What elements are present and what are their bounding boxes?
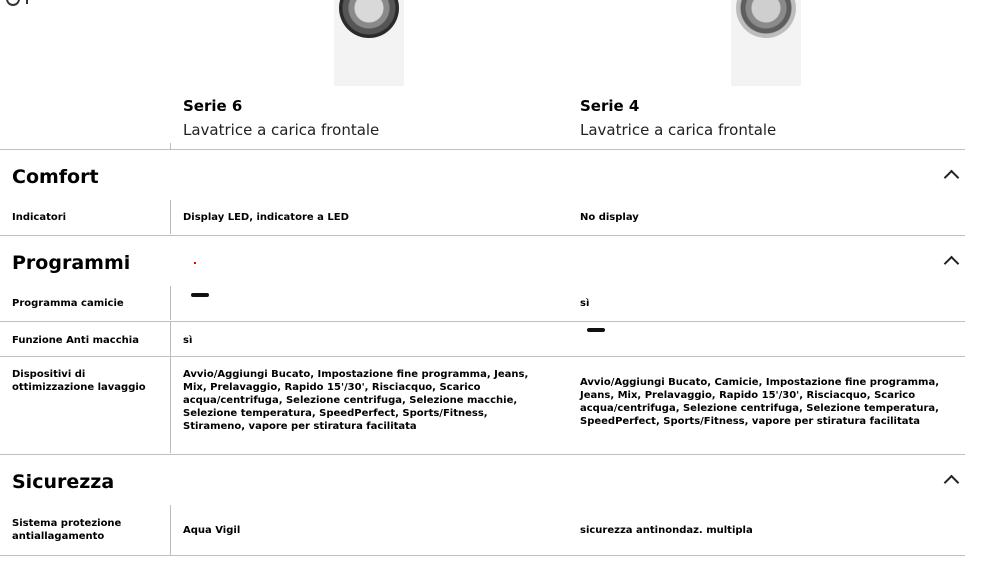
chevron-up-icon[interactable]	[944, 170, 960, 186]
cell-value: Avvio/Aggiungi Bucato, Impostazione fine programma, Jeans, Mix, Prelavaggio, Rapido 15'/30', Risciacquo, Scarico acqua/centrifuga, Selezione centrifuga, Selezione macchie, Selezione temperatura, SpeedPerfect, Sports/Fitness, Stirameno, vapore per stiratura facilitata	[183, 369, 529, 432]
product-series-1[interactable]: Serie 6	[183, 97, 243, 115]
section-title-programmi[interactable]: Programmi	[12, 252, 131, 274]
row-label-sistema-protezione: Sistema protezione antiallagamento	[12, 518, 122, 542]
cell-value: Avvio/Aggiungi Bucato, Camicie, Impostazione fine programma, Jeans, Mix, Prelavaggio, Rapido 15'/30', Risciacquo, Scarico acqua/centrifuga, Selezione centrifuga, Selezione temperatura, SpeedPerfect, Sports/Fitness, vapore per stiratura facilitata	[580, 377, 939, 427]
divider	[170, 200, 171, 234]
row-label-indicatori: Indicatori	[12, 212, 67, 223]
divider	[0, 356, 965, 357]
dash-icon	[191, 293, 209, 297]
product-image-serie4[interactable]	[731, 0, 801, 86]
product-series-2[interactable]: Serie 4	[580, 97, 640, 115]
row-label-dispositivi: Dispositivi di ottimizzazione lavaggio	[12, 369, 146, 393]
section-title-sicurezza[interactable]: Sicurezza	[12, 471, 115, 493]
divider	[0, 555, 965, 556]
chevron-up-icon[interactable]	[944, 256, 960, 272]
product-type-1: Lavatrice a carica frontale	[183, 121, 380, 139]
row-label-funzione-anti-macchia: Funzione Anti macchia	[12, 335, 139, 346]
cell-value: sì	[580, 298, 590, 309]
section-title-comfort[interactable]: Comfort	[12, 166, 99, 188]
row-label-programma-camicie: Programma camicie	[12, 298, 124, 309]
divider	[170, 286, 171, 320]
divider	[170, 357, 171, 453]
cropped-icon	[6, 0, 20, 6]
divider	[0, 149, 965, 150]
product-image-serie6[interactable]	[334, 0, 404, 86]
cell-value: sì	[183, 335, 193, 346]
chevron-up-icon[interactable]	[944, 475, 960, 491]
marker-dot	[194, 262, 196, 264]
cropped-icon-2	[26, 0, 32, 4]
dash-icon	[587, 328, 605, 332]
divider	[0, 321, 965, 322]
divider	[0, 454, 965, 455]
cell-value: No display	[580, 212, 639, 223]
cell-value: Aqua Vigil	[183, 525, 241, 536]
divider	[0, 235, 965, 236]
product-type-2: Lavatrice a carica frontale	[580, 121, 777, 139]
divider	[170, 322, 171, 356]
cell-value: sicurezza antinondaz. multipla	[580, 525, 753, 536]
cell-value: Display LED, indicatore a LED	[183, 212, 349, 223]
divider	[170, 505, 171, 555]
